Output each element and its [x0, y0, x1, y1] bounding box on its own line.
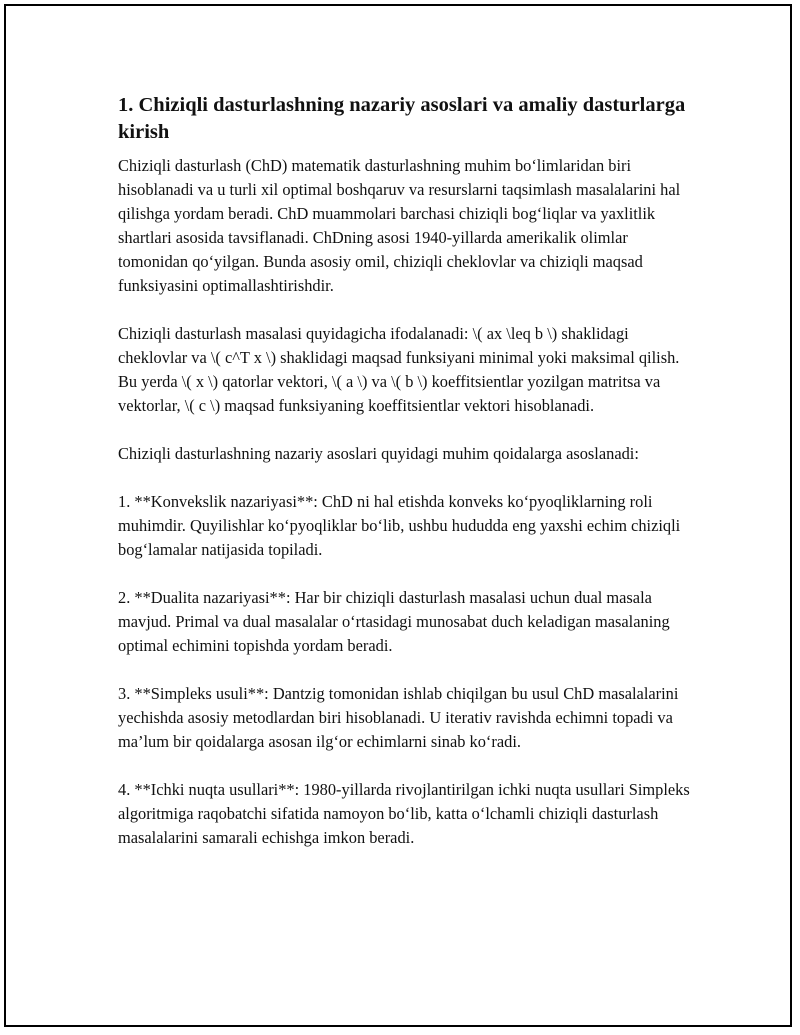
document-body — [118, 92, 698, 874]
duality-paragraph: 2. **Dualita nazariyasi**: Har bir chiziqli dasturlash masalasi uchun dual masala mavjud. Primal va dual masalalar o‘rtasidagi munosabat duch keladigan masalaning optimal echimini topishda yordam beradi. — [118, 588, 670, 655]
section-heading: 1. Chiziqli dasturlashning nazariy asoslari va amaliy dasturlarga kirish — [118, 94, 686, 143]
formulation-paragraph: Chiziqli dasturlash masalasi quyidagicha ifodalanadi: \( ax \leq b \) shaklidagi cheklovlar va \( c^T x \) shaklidagi maqsad funksiyani minimal yoki maksimal qilish. Bu yerda \( x \) qatorlar vektori, \( a \) va \( b \) koeffitsientlar yozilgan matritsa va vektorlar, \( c \) maqsad funksiyaning koeffitsientlar vektori hisoblanadi. — [118, 324, 680, 415]
convexity-paragraph: 1. **Konvekslik nazariyasi**: ChD ni hal etishda konveks ko‘pyoqliklarning roli muhimdir. Quyilishlar ko‘pyoqliklar bo‘lib, ushbu hududda eng yaxshi echim chiziqli bog‘lamalar natijasida topiladi. — [118, 492, 681, 559]
interior-point-paragraph: 4. **Ichki nuqta usullari**: 1980-yillarda rivojlantirilgan ichki nuqta usullari Simpleks algoritmiga raqobatchi sifatida namoyon bo‘lib, katta o‘lchamli chiziqli dasturlash masalalarini samarali echishga imkon beradi. — [118, 780, 690, 847]
simplex-paragraph: 3. **Simpleks usuli**: Dantzig tomonidan ishlab chiqilgan bu usul ChD masalalarini yechishda asosiy metodlardan biri hisoblanadi. U iterativ ravishda echimni topadi va ma’lum bir qoidalarga asosan ilg‘or echimlarni sinab ko‘radi. — [118, 684, 679, 751]
intro-paragraph: Chiziqli dasturlash (ChD) matematik dasturlashning muhim bo‘limlaridan biri hisoblanadi va u turli xil optimal boshqaruv va resurslarni taqsimlash masalalarini hal qilishga yordam beradi. ChD muammolari barchasi chiziqli bog‘liqlar va yaxlitlik shartlari asosida tavsiflanadi. ChDning asosi 1940-yillarda amerikalik olimlar tomonidan qo‘yilgan. Bunda asosiy omil, chiziqli cheklovlar va chiziqli maqsad funksiyasini optimallashtirishdir. — [118, 156, 681, 295]
principles-intro-paragraph: Chiziqli dasturlashning nazariy asoslari quyidagi muhim qoidalarga asoslanadi: — [118, 444, 639, 463]
